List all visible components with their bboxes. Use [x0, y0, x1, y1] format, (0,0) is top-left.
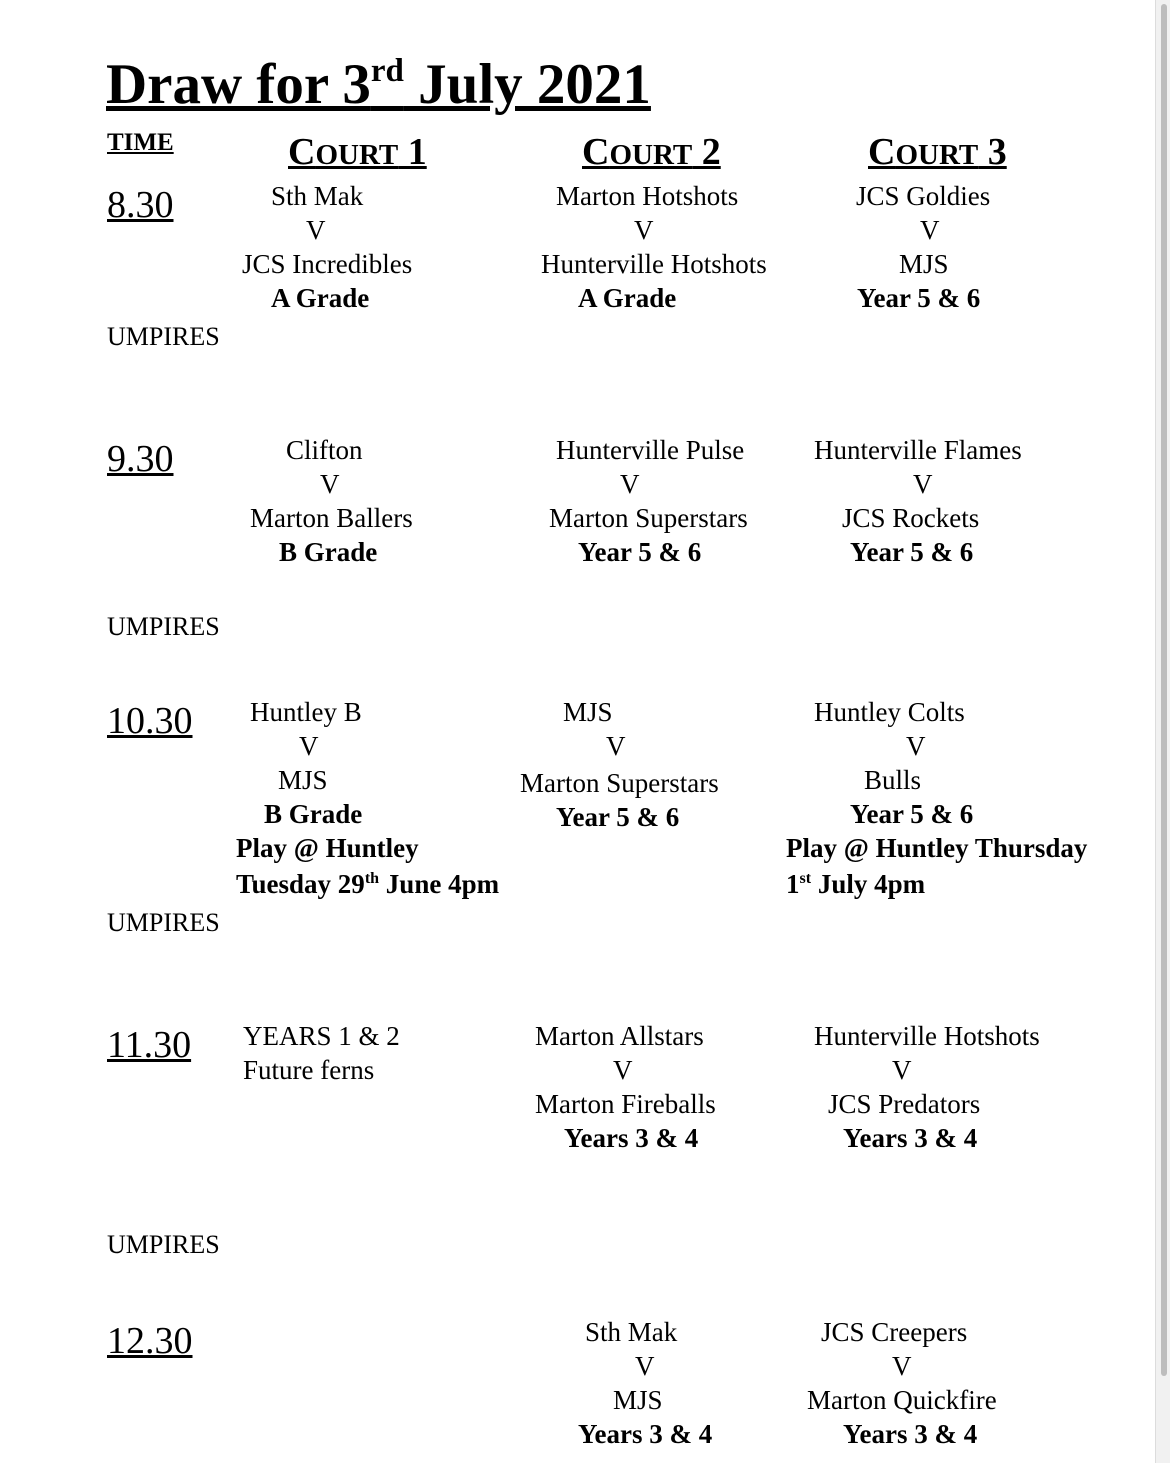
game-1130-court1-line2: Future ferns — [243, 1055, 375, 1085]
time-slot-1130: 11.30 — [107, 1024, 192, 1066]
title-suffix: July 2021 — [403, 53, 651, 116]
game-1130-court2-team2: Marton Fireballs — [535, 1089, 716, 1119]
time-slot-830: 8.30 — [107, 184, 174, 226]
game-930-court1-grade: B Grade — [279, 537, 378, 567]
time-slot-1230: 12.30 — [107, 1320, 193, 1362]
game-930-court2-grade: Year 5 & 6 — [578, 537, 702, 567]
game-1130-court1-line1: YEARS 1 & 2 — [243, 1021, 400, 1051]
umpires-1130: UMPIRES — [107, 1230, 220, 1259]
time-column-header: TIME — [107, 129, 174, 156]
game-1030-court1-team2: MJS — [278, 765, 328, 795]
game-1030-court3-team1: Huntley Colts — [814, 697, 965, 727]
game-830-court1-team1: Sth Mak — [271, 181, 364, 211]
game-1030-court3-grade: Year 5 & 6 — [850, 799, 974, 829]
game-830-court1-team2: JCS Incredibles — [242, 249, 413, 279]
umpires-1030: UMPIRES — [107, 908, 220, 937]
scrollbar-thumb[interactable] — [1161, 4, 1167, 1376]
game-1030-court1-vs: V — [299, 731, 319, 761]
game-1130-court2-vs: V — [613, 1055, 633, 1085]
game-930-court1-vs: V — [320, 469, 340, 499]
game-1130-court2-team1: Marton Allstars — [535, 1021, 704, 1051]
court-1-number: 1 — [398, 131, 427, 173]
game-930-court1-team1: Clifton — [286, 435, 363, 465]
game-830-court2-vs: V — [634, 215, 654, 245]
game-1230-court2-vs: V — [635, 1351, 655, 1381]
game-1130-court3-team1: Hunterville Hotshots — [814, 1021, 1040, 1051]
game-1230-court3-team1: JCS Creepers — [821, 1317, 968, 1347]
game-1230-court3-vs: V — [892, 1351, 912, 1381]
game-1030-court3-team2: Bulls — [864, 765, 922, 795]
game-1230-court3-grade: Years 3 & 4 — [843, 1419, 978, 1449]
game-930-court3-team2: JCS Rockets — [842, 503, 980, 533]
page-title — [106, 53, 651, 116]
game-830-court1-grade: A Grade — [271, 283, 370, 313]
time-slot-930: 9.30 — [107, 438, 174, 480]
court-1-smallcaps: OURT — [315, 139, 399, 171]
game-830-court1-vs: V — [306, 215, 326, 245]
court-2-number: 2 — [692, 131, 721, 173]
game-930-court3-team1: Hunterville Flames — [814, 435, 1022, 465]
game-1130-court3-grade: Years 3 & 4 — [843, 1123, 978, 1153]
game-1030-court1-team1: Huntley B — [250, 697, 362, 727]
game-1230-court2-team2: MJS — [613, 1385, 663, 1415]
note-date-suffix: June 4pm — [379, 869, 500, 899]
game-830-court3-vs: V — [920, 215, 940, 245]
title-prefix: Draw for 3 — [106, 53, 371, 116]
court-3-number: 3 — [978, 131, 1007, 173]
game-830-court2-team1: Marton Hotshots — [556, 181, 739, 211]
court-2-smallcaps: OURT — [609, 139, 693, 171]
game-1130-court3-team2: JCS Predators — [828, 1089, 981, 1119]
court-2-initial: C — [582, 131, 610, 173]
game-1030-court1-note-line1: Play @ Huntley — [236, 833, 419, 863]
game-1130-court2-grade: Years 3 & 4 — [564, 1123, 699, 1153]
note-date-prefix: 1 — [786, 869, 800, 899]
game-1030-court1-grade: B Grade — [264, 799, 363, 829]
court-1-header — [288, 133, 427, 171]
game-1230-court2-team1: Sth Mak — [585, 1317, 678, 1347]
game-930-court2-team1: Hunterville Pulse — [556, 435, 745, 465]
game-1030-court2-vs: V — [606, 731, 626, 761]
time-slot-1030: 10.30 — [107, 700, 193, 742]
game-930-court2-vs: V — [620, 469, 640, 499]
game-1030-court3-note-line2 — [786, 871, 925, 898]
title-superscript: rd — [370, 53, 404, 89]
court-3-header — [868, 133, 1007, 171]
game-1130-court3-vs: V — [892, 1055, 912, 1085]
game-1030-court2-team1: MJS — [563, 697, 613, 727]
game-930-court1-team2: Marton Ballers — [250, 503, 413, 533]
vertical-scrollbar[interactable] — [1155, 0, 1170, 1463]
game-830-court2-grade: A Grade — [578, 283, 677, 313]
note-date-suffix: July 4pm — [811, 869, 926, 899]
game-1030-court1-note-line2 — [236, 871, 499, 898]
court-1-initial: C — [288, 131, 316, 173]
game-1030-court2-grade: Year 5 & 6 — [556, 802, 680, 832]
umpires-830: UMPIRES — [107, 322, 220, 351]
game-930-court3-grade: Year 5 & 6 — [850, 537, 974, 567]
game-830-court3-team1: JCS Goldies — [856, 181, 991, 211]
game-830-court2-team2: Hunterville Hotshots — [541, 249, 767, 279]
game-830-court3-team2: MJS — [899, 249, 949, 279]
game-1230-court2-grade: Years 3 & 4 — [578, 1419, 713, 1449]
note-date-ordinal: th — [364, 870, 380, 887]
court-3-smallcaps: OURT — [895, 139, 979, 171]
umpires-930: UMPIRES — [107, 612, 220, 641]
game-930-court2-team2: Marton Superstars — [549, 503, 748, 533]
game-1030-court3-note-line1: Play @ Huntley Thursday — [786, 833, 1088, 863]
game-930-court3-vs: V — [913, 469, 933, 499]
game-830-court3-grade: Year 5 & 6 — [857, 283, 981, 313]
court-3-initial: C — [868, 131, 896, 173]
game-1230-court3-team2: Marton Quickfire — [807, 1385, 997, 1415]
game-1030-court2-team2: Marton Superstars — [520, 768, 719, 798]
note-date-prefix: Tuesday 29 — [236, 869, 365, 899]
game-1030-court3-vs: V — [906, 731, 926, 761]
court-2-header — [582, 133, 721, 171]
note-date-ordinal: st — [799, 870, 812, 887]
